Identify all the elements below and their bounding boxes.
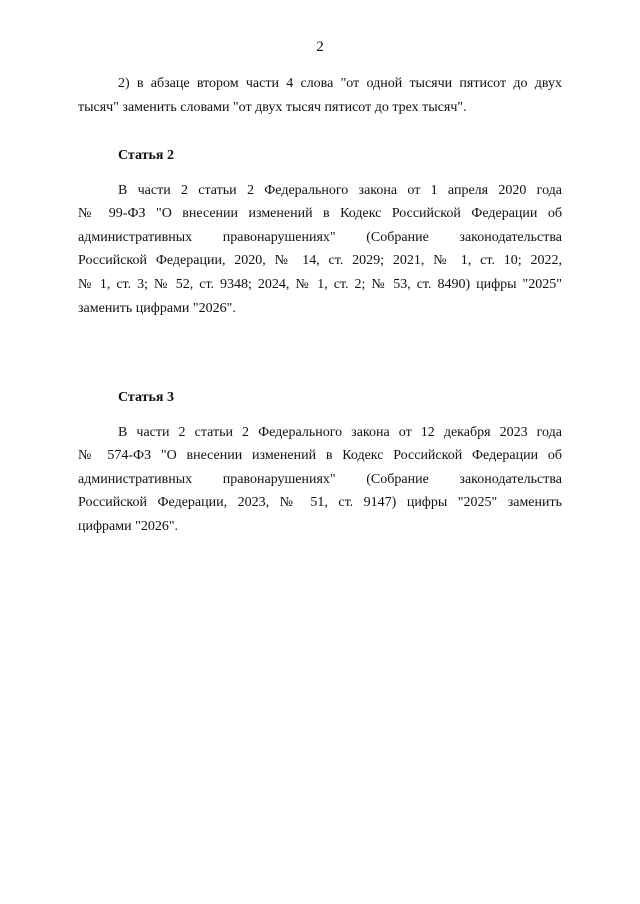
paragraph-line: № 574-ФЗ "О внесении изменений в Кодекс Российской Федерации об: [78, 448, 562, 464]
paragraph-line: В части 2 статьи 2 Федерального закона от 1 апреля 2020 года: [118, 182, 562, 198]
paragraph-line: № 1, ст. 3; № 52, ст. 9348; 2024, № 1, ст. 2; № 53, ст. 8490) цифры "2025": [78, 276, 562, 292]
paragraph-line: административных правонарушениях" (Собрание законодательства: [78, 229, 562, 245]
paragraph-line: Российской Федерации, 2020, № 14, ст. 2029; 2021, № 1, ст. 10; 2022,: [78, 253, 562, 269]
paragraph-line: административных правонарушениях" (Собрание законодательства: [78, 471, 562, 487]
paragraph-line: В части 2 статьи 2 Федерального закона от 12 декабря 2023 года: [118, 424, 562, 440]
article-2-section: [78, 144, 562, 320]
paragraph-line: цифрами "2026".: [78, 518, 179, 534]
paragraph-line: № 99-ФЗ "О внесении изменений в Кодекс Российской Федерации об: [78, 206, 562, 222]
paragraph-line: заменить цифрами "2026".: [78, 300, 236, 316]
article-3-section: [78, 386, 562, 539]
article-3-heading: Статья 3: [118, 390, 174, 405]
item-2-paragraph: [78, 72, 562, 119]
article-2-heading: Статья 2: [118, 148, 174, 163]
paragraph-line: тысяч" заменить словами "от двух тысяч пятисот до трех тысяч".: [78, 99, 467, 115]
paragraph-line: Российской Федерации, 2023, № 51, ст. 9147) цифры "2025" заменить: [78, 495, 562, 511]
page-number: 2: [316, 39, 324, 55]
paragraph-line: 2) в абзаце втором части 4 слова "от одной тысячи пятисот до двух: [118, 76, 562, 91]
